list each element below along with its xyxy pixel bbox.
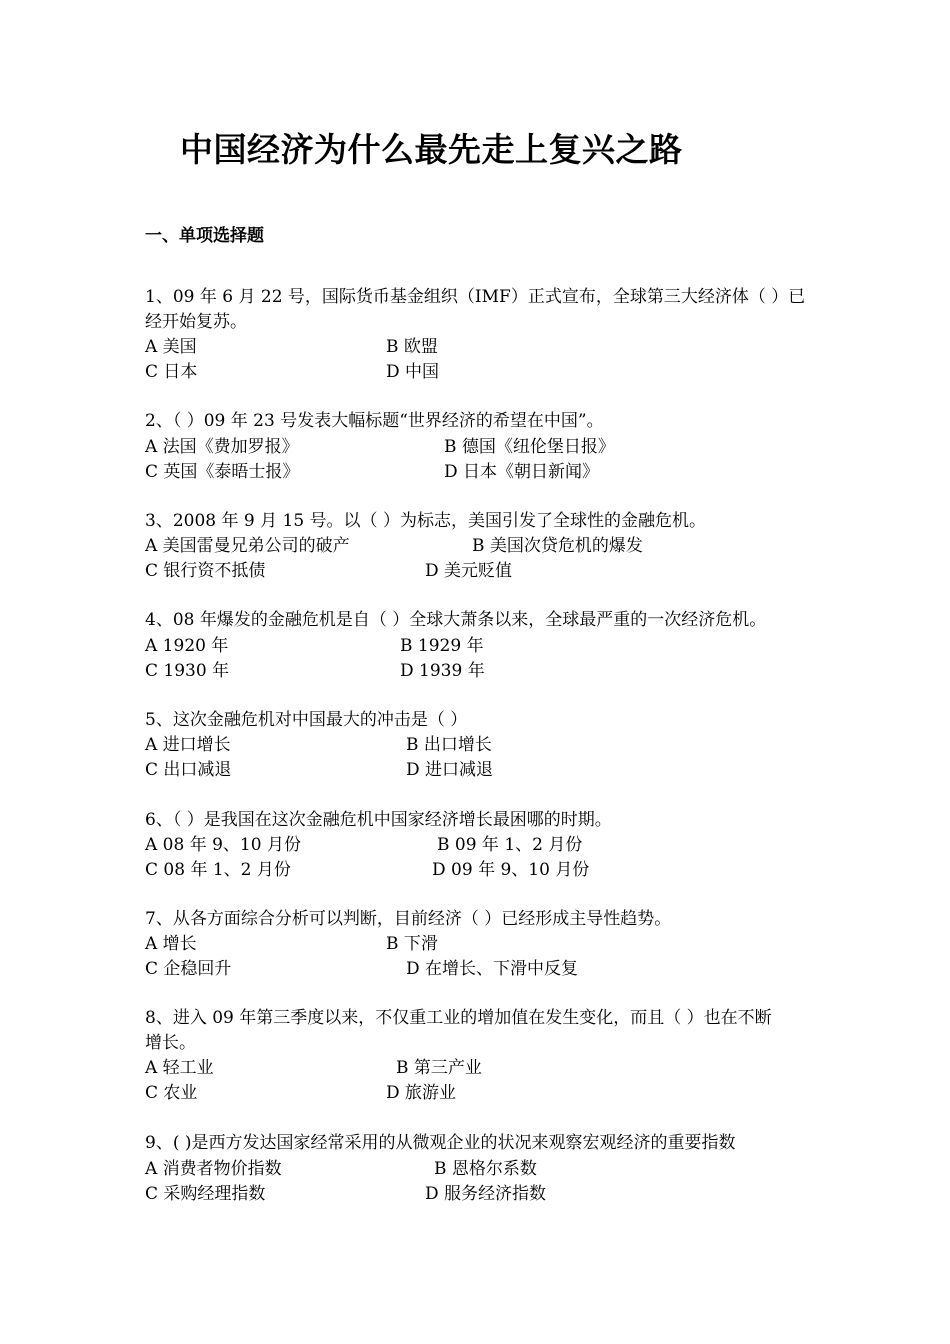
question-1-option-d: D 中国 bbox=[386, 362, 440, 382]
document-title: 中国经济为什么最先走上复兴之路 bbox=[180, 130, 683, 169]
question-4-option-d: D 1939 年 bbox=[400, 661, 485, 681]
question-8-option-c: C 农业 bbox=[145, 1083, 198, 1103]
question-8-text: 增长。 bbox=[145, 1033, 196, 1053]
question-3-text: 3、2008 年 9 月 15 号。以（ ）为标志，美国引发了全球性的金融危机。 bbox=[145, 511, 706, 531]
question-2-option-b: B 德国《纽伦堡日报》 bbox=[444, 437, 615, 457]
question-6-option-b: B 09 年 1、2 月份 bbox=[437, 835, 583, 855]
question-3-option-a: A 美国雷曼兄弟公司的破产 bbox=[145, 536, 350, 556]
question-1-text: 1、09 年 6 月 22 号，国际货币基金组织（IMF）正式宣布，全球第三大经济体（ ）已 bbox=[145, 287, 806, 307]
question-8-option-a: A 轻工业 bbox=[145, 1058, 214, 1078]
question-2-text: 2、（ ）09 年 23 号发表大幅标题“世界经济的希望在中国”。 bbox=[145, 411, 604, 431]
question-3-option-b: B 美国次贷危机的爆发 bbox=[472, 536, 643, 556]
question-9-option-c: C 采购经理指数 bbox=[145, 1184, 266, 1204]
question-9-option-d: D 服务经济指数 bbox=[425, 1184, 547, 1204]
question-5-option-d: D 进口减退 bbox=[406, 760, 494, 780]
question-1-text: 经开始复苏。 bbox=[145, 312, 247, 332]
question-8-option-b: B 第三产业 bbox=[396, 1058, 482, 1078]
question-9-option-a: A 消费者物价指数 bbox=[145, 1159, 282, 1179]
question-2-option-d: D 日本《朝日新闻》 bbox=[444, 462, 600, 482]
question-7-option-c: C 企稳回升 bbox=[145, 959, 232, 979]
question-5-text: 5、这次金融危机对中国最大的冲击是（ ） bbox=[145, 710, 468, 730]
question-8-option-d: D 旅游业 bbox=[386, 1083, 457, 1103]
question-4-option-c: C 1930 年 bbox=[145, 661, 230, 681]
question-7-option-b: B 下滑 bbox=[386, 934, 438, 954]
question-2-option-a: A 法国《费加罗报》 bbox=[145, 437, 299, 457]
question-2-option-c: C 英国《泰晤士报》 bbox=[145, 462, 300, 482]
question-4-option-a: A 1920 年 bbox=[145, 636, 229, 656]
question-4-text: 4、08 年爆发的金融危机是自（ ）全球大萧条以来，全球最严重的一次经济危机。 bbox=[145, 610, 767, 630]
question-7-option-a: A 增长 bbox=[145, 934, 197, 954]
question-5-option-c: C 出口减退 bbox=[145, 760, 232, 780]
question-9-text: 9、( )是西方发达国家经常采用的从微观企业的状况来观察宏观经济的重要指数 bbox=[145, 1133, 736, 1153]
question-3-option-c: C 银行资不抵债 bbox=[145, 561, 266, 581]
question-5-option-a: A 进口增长 bbox=[145, 735, 231, 755]
question-1-option-c: C 日本 bbox=[145, 362, 198, 382]
question-6-text: 6、（ ）是我国在这次金融危机中国家经济增长最困哪的时期。 bbox=[145, 810, 612, 830]
question-6-option-a: A 08 年 9、10 月份 bbox=[145, 835, 301, 855]
question-7-option-d: D 在增长、下滑中反复 bbox=[406, 959, 579, 979]
question-8-text: 8、进入 09 年第三季度以来，不仅重工业的增加值在发生变化，而且（ ）也在不断 bbox=[145, 1008, 772, 1028]
question-5-option-b: B 出口增长 bbox=[406, 735, 492, 755]
question-6-option-d: D 09 年 9、10 月份 bbox=[432, 860, 590, 880]
question-4-option-b: B 1929 年 bbox=[400, 636, 484, 656]
question-7-text: 7、从各方面综合分析可以判断，目前经济（ ）已经形成主导性趋势。 bbox=[145, 909, 672, 929]
question-6-option-c: C 08 年 1、2 月份 bbox=[145, 860, 291, 880]
question-9-option-b: B 恩格尔系数 bbox=[434, 1159, 537, 1179]
section-heading: 一、单项选择题 bbox=[145, 226, 264, 246]
question-1-option-a: A 美国 bbox=[145, 337, 197, 357]
question-3-option-d: D 美元贬值 bbox=[425, 561, 513, 581]
question-1-option-b: B 欧盟 bbox=[386, 337, 438, 357]
